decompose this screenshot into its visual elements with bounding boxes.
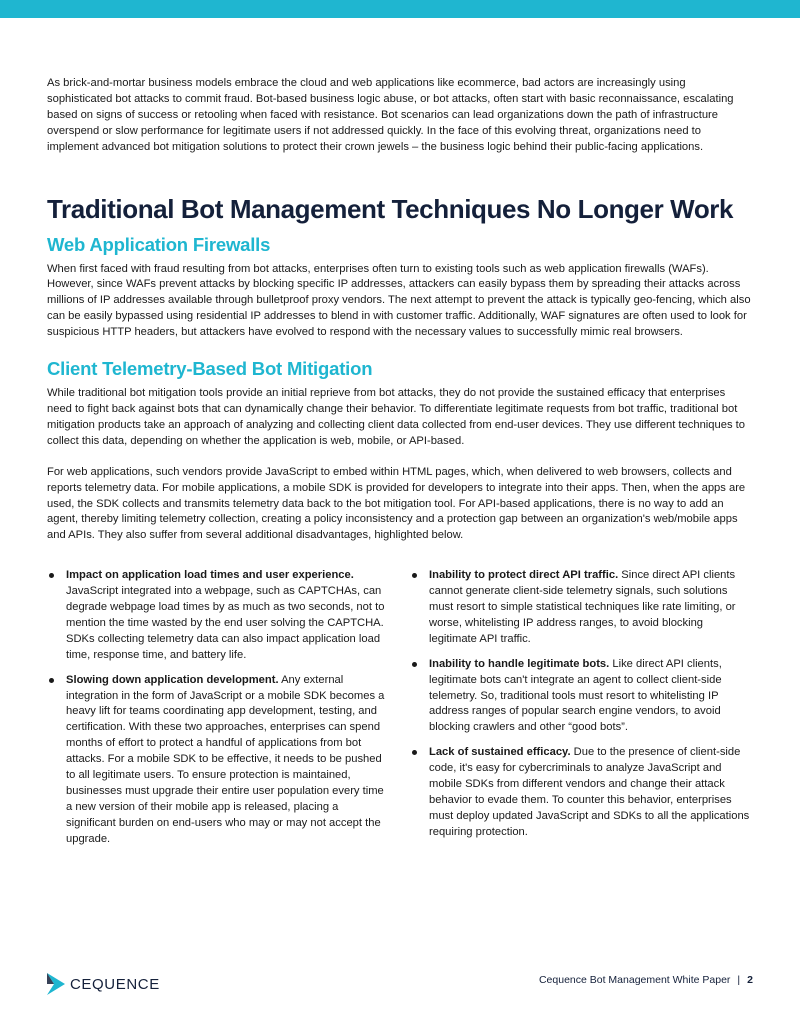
list-item [410, 745, 753, 840]
list-item-text: Due to the presence of client-side code, it's easy for cybercriminals to analyze JavaScript and mobile SDKs from different vendors and change their attack behavior to evade them. To counter this behavior, enterprises must deploy updated JavaScript and SDKs to all the applications requiring protection. [429, 746, 750, 838]
intro-paragraph: As brick-and-mortar business models embrace the cloud and web applications like ecommerce, bad actors are increasingly using sophisticated bot attacks to commit fraud. Bot-based business logic abuse, or bot attacks, often start with basic reconnaissance, escalating based on signs of success or retooling when faced with resistance. Bot scenarios can lead organizations down the path of infrastructure overspend or slow performance for legitimate users if not addressed quickly. In the face of this evolving threat, organizations need to implement advanced bot mitigation solutions to protect their crown jewels – the business logic behind their public-facing applications. [47, 77, 734, 153]
telemetry-paragraph-2: For web applications, such vendors provide JavaScript to embed within HTML pages, which, when delivered to web browsers, collects and reports telemetry data. For mobile applications, a mobile SDK is provided for developers to integrate into their apps. Then, when the apps are used, the SDK collects and transmits telemetry data back to the bot mitigation tool. For API-based applications, there is no way to add an agent, thereby limiting telemetry collection, creating a policy inconsistency and a protection gap between an organization's web/mobile apps and APIs. They also suffer from several additional disadvantages, highlighted below. [47, 465, 746, 542]
list-item-title: Slowing down application development. [66, 673, 279, 686]
bullet-list-left [47, 568, 390, 847]
bullet-icon [49, 678, 54, 683]
list-item-title: Inability to handle legitimate bots. [429, 657, 610, 670]
list-item [47, 568, 390, 663]
bullet-list-right [410, 568, 753, 841]
top-accent-bar [0, 0, 800, 18]
footer-doc-title: Cequence Bot Management White Paper [538, 974, 731, 986]
list-item-text: JavaScript integrated into a webpage, such as CAPTCHAs, can degrade webpage load times by as much as two seconds, not to mention the time wasted by the end user solving the CAPTCHA. SDKs collecting telemetry data can also impact application load time, response time, and battery life. [66, 585, 385, 661]
bullet-icon [412, 750, 417, 755]
list-item [410, 657, 753, 737]
bullet-columns [47, 568, 753, 856]
waf-subheading: Web Application Firewalls [47, 233, 271, 255]
bullet-column-right [410, 568, 753, 856]
bullet-column-left [47, 568, 390, 856]
waf-paragraph: When first faced with fraud resulting from bot attacks, enterprises often turn to existing tools such as web application firewalls (WAFs). However, since WAFs prevent attacks by blocking specific IP addresses, attackers can easily bypass them by spreading their attacks across millions of IP addresses available through bulletproof proxy vendors. The next attempt to prevent the attack is typically geo-fencing, which also can be easily bypassed using residential IP addresses to blend in with customer traffic. Additionally, WAF signatures are often used to look for suspicious HTTP headers, but attackers have evolved to respond with the necessary values to successfully mimic real browsers. [47, 262, 751, 339]
list-item-title: Inability to protect direct API traffic. [429, 569, 619, 582]
bullet-icon [412, 573, 417, 578]
cequence-logo-icon [47, 973, 65, 995]
list-item-title: Impact on application load times and user experience. [66, 569, 354, 582]
bullet-icon [49, 573, 54, 578]
bullet-icon [412, 662, 417, 667]
list-item-title: Lack of sustained efficacy. [429, 746, 571, 759]
page-number: 2 [747, 974, 753, 986]
telemetry-paragraph-1: While traditional bot mitigation tools provide an initial reprieve from bot attacks, they do not provide the sustained efficacy that enterprises need to fight back against bots that can dynamically change their behavior. To differentiate legitimate requests from bot traffic, traditional bot mitigation products take an approach of analyzing and collecting client data collected from end-user devices. They use different techniques to collect this data, depending on whether the application is web, mobile, or API-based. [47, 387, 745, 447]
list-item-text: Any external integration in the form of JavaScript or a mobile SDK becomes a heavy lift for teams coordinating app development, testing, and certification. With these two approaches, enterprises can spend months of effort to protect a handful of applications from bot attacks. For a mobile SDK to be effective, it needs to be pushed to all legitimate users. To ensure protection is maintained, businesses must upgrade their entire user population every time a new version of their mobile app is released, placing a significant burden on end-users who may or may not accept the upgrade. [66, 673, 385, 845]
list-item [47, 673, 390, 848]
logo-wordmark: CEQUENCE [70, 975, 160, 993]
company-logo [47, 972, 160, 996]
page-content [47, 76, 753, 857]
page-footer [539, 974, 753, 986]
section-heading: Traditional Bot Management Techniques No Longer Work [47, 193, 734, 224]
list-item [410, 568, 753, 648]
telemetry-subheading: Client Telemetry-Based Bot Mitigation [47, 358, 373, 380]
footer-separator: | [737, 974, 741, 986]
list-item-text: Since direct API clients cannot generate client-side telemetry signals, such solutions must resort to simple statistical techniques like rate limiting, or worse, whitelisting IP address ranges, to avoid blocking legitimate API traffic. [429, 569, 736, 645]
list-item-text: Like direct API clients, legitimate bots can't integrate an agent to collect client-side telemetry. So, traditional tools must resort to whitelisting IP address ranges of popular search engine vendors, to avoid blocking crawlers and other “good bots”. [429, 657, 722, 734]
